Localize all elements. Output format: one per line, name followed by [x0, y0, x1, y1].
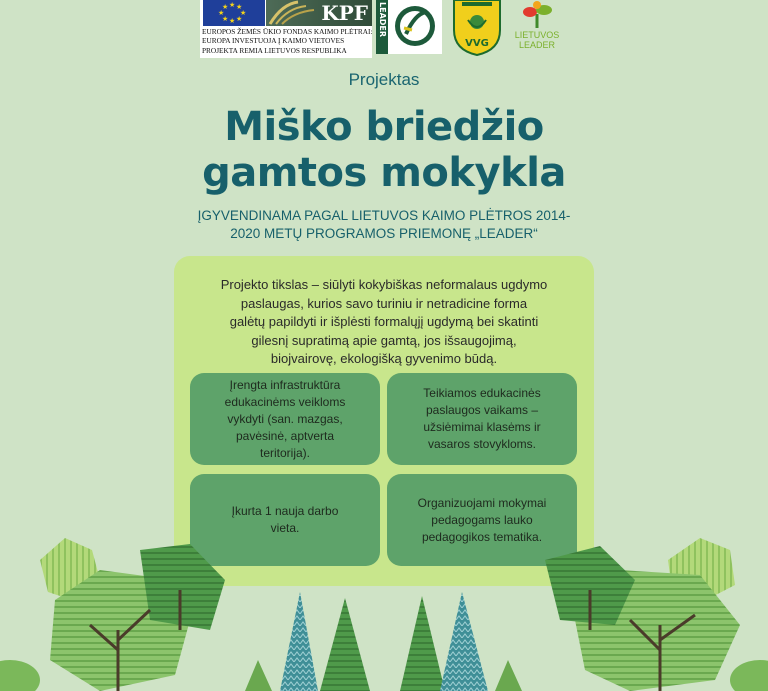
kpf-mark: KPF — [321, 1, 368, 25]
sprout-icon — [514, 0, 560, 30]
eu-caption — [202, 27, 372, 55]
eu-kpf-logo — [200, 0, 372, 58]
vvg-logo — [452, 0, 502, 56]
goal-line: gilesnį supratimą apie gamtą, jos išsaugojimą, — [251, 332, 517, 348]
infrastructure-card — [190, 373, 380, 465]
vvg-shield-icon — [452, 0, 502, 56]
forest-illustration — [0, 530, 768, 691]
card-line: Teikiamos edukacinės — [423, 386, 541, 400]
vvg-mark: VVG — [465, 38, 489, 49]
lt-leader-line: LIETUVOS — [514, 30, 560, 40]
card-line: pedagogams lauko — [431, 512, 533, 527]
conifer-1 — [280, 592, 318, 691]
partner-logos — [200, 0, 560, 60]
conifer-3 — [245, 660, 272, 691]
project-label: Projektas — [348, 70, 420, 89]
card-line: paslaugos vaikams – — [425, 403, 539, 417]
leader-logo — [376, 0, 442, 54]
card-line: Įrengta infrastruktūra — [229, 377, 341, 392]
page-title — [0, 104, 768, 196]
program-line: ĮGYVENDINAMA PAGAL LIETUVOS KAIMO PLĖTROS 2014- — [197, 208, 571, 223]
eu-caption-line: PROJEKTA REMIA LIETUVOS RESPUBLIKA — [202, 45, 347, 55]
lietuvos-leader-logo — [514, 0, 560, 54]
card-line: pedagogikos tematika. — [421, 529, 543, 544]
conifer-4 — [400, 596, 445, 691]
leader-strip — [376, 0, 388, 54]
eu-flag-icon: ★ ★ ★ ★ ★ ★ ★ ★ — [203, 0, 265, 26]
goal-line: galėtų papildyti ir išplėsti formalųjį ugdymą bei skatinti — [229, 314, 539, 329]
program-text — [184, 207, 584, 243]
goal-line: biojvairovę, ekologišką gyvenimo būdą. — [270, 351, 498, 366]
card-line: vasaros stovykloms. — [427, 437, 537, 451]
card-line: vieta. — [270, 521, 300, 535]
goal-line: Projekto tikslas – siūlyti kokybiškas neformalaus ugdymo — [220, 277, 548, 292]
lt-leader-line: LEADER — [518, 40, 555, 50]
project-goal — [200, 276, 568, 369]
title-line: gamtos mokykla — [202, 150, 566, 196]
goal-line: paslaugas, kurios savo turiniu ir netradicine forma — [240, 295, 528, 311]
card-line: vykdyti (san. mazgas, — [227, 411, 343, 426]
eu-caption-line: EUROPOS ŽEMĖS ŪKIO FONDAS KAIMO PLĖTRAI: — [202, 27, 373, 36]
program-line: 2020 METŲ PROGRAMOS PRIEMONĘ „LEADER“ — [230, 226, 538, 241]
leader-emblem-icon — [388, 0, 442, 54]
card-line: pavėsinė, aptverta — [235, 428, 335, 443]
conifer-5 — [440, 592, 488, 691]
card-line: užsiėmimai klasėms ir — [423, 420, 541, 434]
conifer-6 — [495, 660, 522, 691]
card-line: Įkurta 1 nauja darbo — [231, 504, 339, 518]
tree-left-canopy-back — [140, 544, 225, 630]
conifer-2 — [320, 598, 370, 691]
kpf-logo-icon — [266, 0, 372, 26]
title-line: Miško briedžio — [224, 104, 544, 150]
card-line: Organizuojami mokymai — [417, 495, 547, 510]
card-line: teritorija). — [259, 445, 310, 460]
leader-mark: LEADER — [378, 2, 387, 38]
lietuvos-leader-text — [514, 30, 560, 50]
eu-caption-line: EUROPA INVESTUOJA Į KAIMO VIETOVES — [202, 36, 345, 46]
card-line: edukacinėms veikloms — [224, 394, 346, 409]
services-card — [387, 373, 577, 465]
